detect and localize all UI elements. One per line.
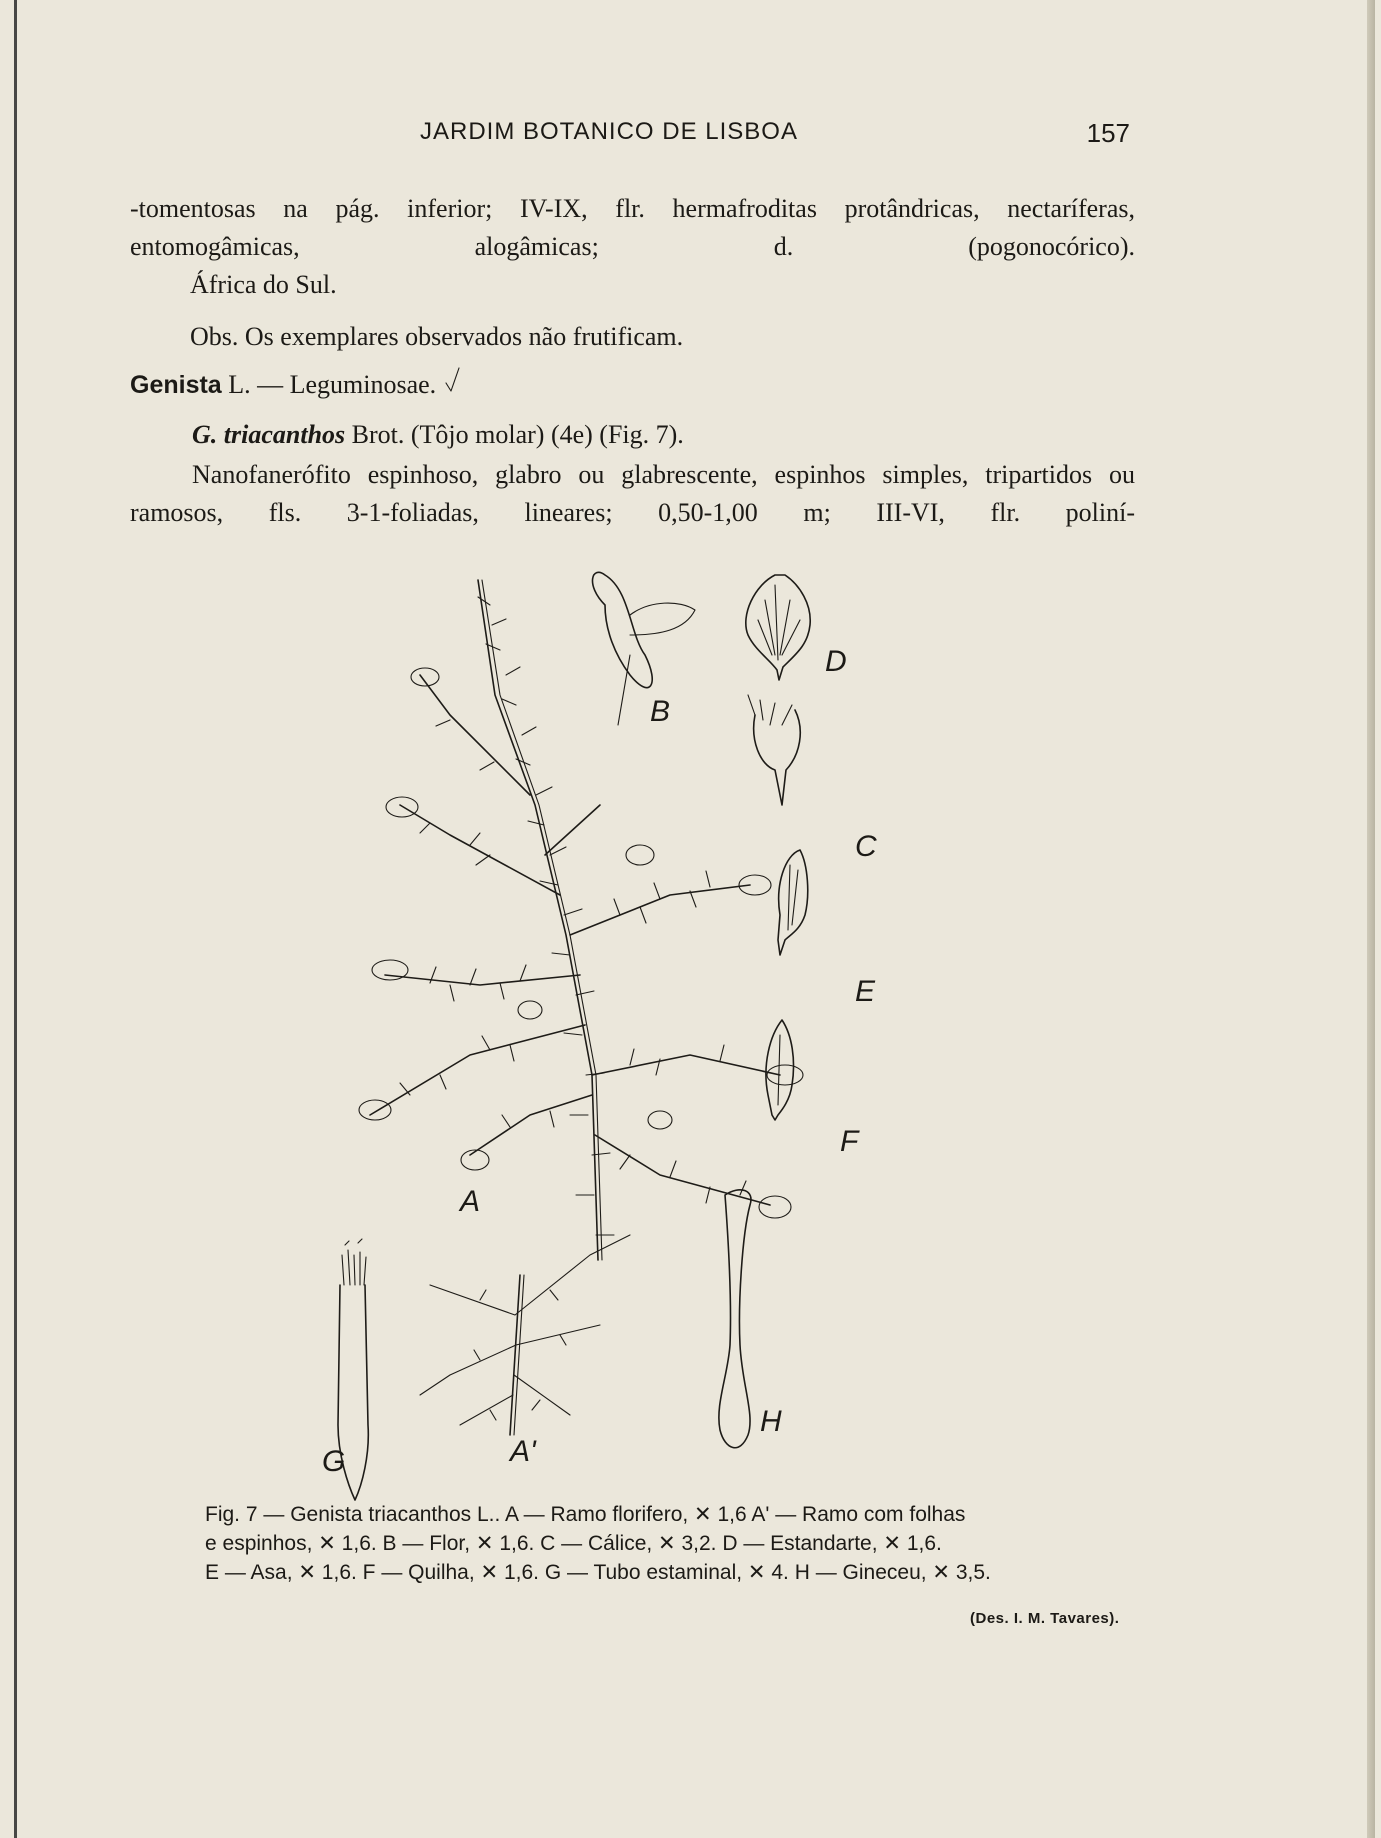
page-number: 157 xyxy=(1086,118,1130,148)
wing-petal-drawing xyxy=(778,850,808,955)
species-abbrev: G. xyxy=(192,420,218,449)
caption-line-3: E — Asa, ✕ 1,6. F — Quilha, ✕ 1,6. G — Tubo estaminal, ✕ 4. H — Gineceu, ✕ 3,5. xyxy=(205,1561,991,1584)
genus-dash: — xyxy=(257,370,284,399)
page-edge-shadow xyxy=(14,0,17,1838)
flower-drawing xyxy=(592,572,695,725)
caption-line-2: e espinhos, ✕ 1,6. B — Flor, ✕ 1,6. C — Cálice, ✕ 3,2. D — Estandarte, ✕ 1,6. xyxy=(205,1532,942,1555)
label-f: F xyxy=(840,1125,859,1158)
continuation-paragraph: -tomentosas na pág. inferior; IV-IX, flr. hermafroditas protândricas, nectaríferas, entomogâmicas, alogâmicas; d. (pogonocórico). xyxy=(130,194,1135,261)
running-title: JARDIM BOTANICO DE LISBOA xyxy=(420,118,798,145)
flowering-branch-drawing xyxy=(359,580,803,1260)
spiny-branch-drawing xyxy=(420,1235,630,1435)
label-h: H xyxy=(760,1405,782,1438)
checkmark-icon xyxy=(443,367,461,397)
label-a: A xyxy=(460,1185,481,1218)
label-c: C xyxy=(855,830,877,863)
genus-author: L. xyxy=(228,370,251,399)
label-g: G xyxy=(322,1445,346,1478)
distribution-line: África do Sul. xyxy=(190,270,337,299)
caption-line-1: Fig. 7 — Genista triacanthos L.. A — Ramo florifero, ✕ 1,6 A' — Ramo com folhas xyxy=(205,1503,966,1526)
species-rest: Brot. (Tôjo molar) (4e) (Fig. 7). xyxy=(351,420,684,449)
species-heading xyxy=(192,416,1197,454)
gynoecium-drawing xyxy=(719,1190,751,1448)
label-e: E xyxy=(855,975,876,1008)
page-header xyxy=(130,118,1130,158)
standard-petal-drawing xyxy=(746,575,810,680)
calyx-drawing xyxy=(748,695,800,805)
illustration-credit: (Des. I. M. Tavares). xyxy=(970,1610,1120,1627)
figure-caption xyxy=(205,1500,1095,1587)
genus-family: Leguminosae. xyxy=(289,370,437,399)
botanical-illustration xyxy=(322,555,970,1505)
page-edge-right xyxy=(1367,0,1375,1838)
genus-heading xyxy=(130,366,1135,404)
observation-line: Obs. Os exemplares observados não frutificam. xyxy=(190,322,684,351)
species-epithet: triacanthos xyxy=(223,420,346,449)
species-description: Nanofanerófito espinhoso, glabro ou glabrescente, espinhos simples, tripartidos ou ramosos, fls. 3-1-foliadas, lineares; 0,50-1,00 m; III-VI, flr. poliní- xyxy=(130,460,1135,527)
label-d: D xyxy=(825,645,847,678)
genus-name: Genista xyxy=(130,371,222,399)
label-a-prime: A' xyxy=(510,1435,536,1468)
label-b: B xyxy=(650,695,671,728)
